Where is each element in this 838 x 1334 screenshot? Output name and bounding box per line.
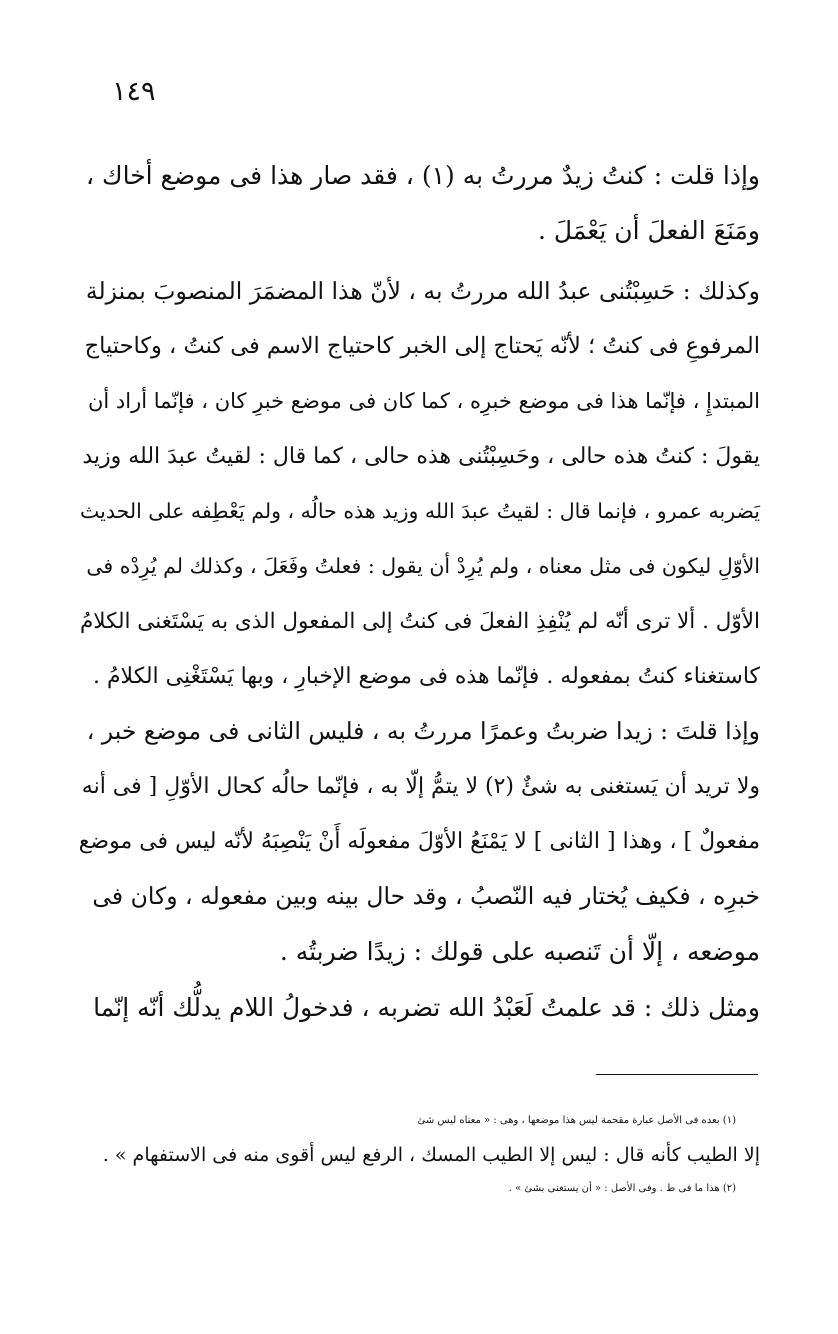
paragraph-4 xyxy=(80,980,760,1035)
text-line: الأوّل . ألا ترى أنّه لم يُنْفِذِ الفعلَ فى كنتُ إلى المفعول الذى به يَسْتَغنى الكلامُ xyxy=(79,609,760,634)
paragraph-2 xyxy=(80,264,760,704)
text-line: المبتدإِ ، فإنّما هذا فى موضع خبرِه ، كما كان فى موضع خبرِ كان ، فإنّما أراد أن xyxy=(88,389,760,413)
text-line: يقولَ : كنتُ هذه حالى ، وحَسِبْتُنى هذه حالى ، كما قال : لقيتُ عبدَ الله وزيد xyxy=(82,444,760,469)
text-line: وإذا قلتَ : زيدا ضربتُ وعمرًا مررتُ به ، فليس الثانى فى موضع خبر ، xyxy=(86,717,760,745)
text-line: ومَنَعَ الفعلَ أن يَعْمَلَ . xyxy=(538,216,760,245)
footnote-1: (١) بعده فى الأصل عبارة مقحمة ليس هذا موضعها ، وهى : « معناه ليس شئ xyxy=(417,1115,736,1126)
text-line: يَضربه عمرو ، فإنما قال : لقيتُ عبدَ الله وزيد هذه حالُه ، ولم يَعْطِفه على الحديث xyxy=(80,499,760,523)
text-line: كاستغناء كنتُ بمفعوله . فإنّما هذه فى موضع الإخبارِ ، وبها يَسْتَغْنِى الكلامُ . xyxy=(92,664,760,689)
footnote-2: (٢) هذا ما فى ط . وفى الأصل : « أن يستغنى بشئ » . xyxy=(508,1183,736,1194)
footnote-divider xyxy=(596,1074,758,1075)
text-line: موضعه ، إلّا أن تَنصبه على قولك : زيدًا ضربتُه . xyxy=(279,937,760,966)
text-line: وإذا قلت : كنتُ زيدٌ مررتُ به (١) ، فقد صار هذا فى موضع أخاك ، xyxy=(85,161,760,190)
paragraph-1 xyxy=(80,148,760,258)
text-line: ومثل ذلك : قد علمتُ لَعَبْدُ الله تضربه ، فدخولُ اللام يدلُّك أنّه إنّما xyxy=(93,993,760,1022)
text-line: خبرِه ، فكيف يُختار فيه النّصبُ ، وقد حال بينه وبين مفعوله ، وكان فى xyxy=(92,882,760,910)
footnotes xyxy=(80,1104,760,1206)
paragraph-3 xyxy=(80,704,760,979)
text-line: الأوّلِ ليكون فى مثل معناه ، ولم يُرِدْ أن يقول : فعلتُ وفَعَلَ ، وكذلك لم يُرِدْه فى xyxy=(86,554,760,578)
text-line: وكذلك : حَسِبْتُنى عبدُ الله مررتُ به ، لأنّ هذا المضمَرَ المنصوبَ بمنزلة xyxy=(85,277,760,305)
page-number: ١٤٩ xyxy=(112,76,156,107)
footnote-1-continued: إلا الطيب كأنه قال : ليس إلا الطيب المسك ، الرفع ليس أقوى منه فى الاستفهام » . xyxy=(102,1144,760,1166)
text-line: المرفوعِ فى كنتُ ؛ لأنّه يَحتاج إلى الخبر كاحتياج الاسم فى كنتُ ، وكاحتياج xyxy=(84,333,760,359)
text-line: مفعولٌ ] ، وهذا [ الثانى ] لا يَمْنَعُ الأوّلَ مفعولَه أَنْ يَنْصِبَهُ لأنّه ليس فى موضع xyxy=(78,829,760,854)
text-line: ولا تريد أن يَستغنى به شئٌ (٢) لا يتمُّ إلّا به ، فإنّما حالُه كحال الأوّلِ [ فى أنه xyxy=(81,774,760,799)
